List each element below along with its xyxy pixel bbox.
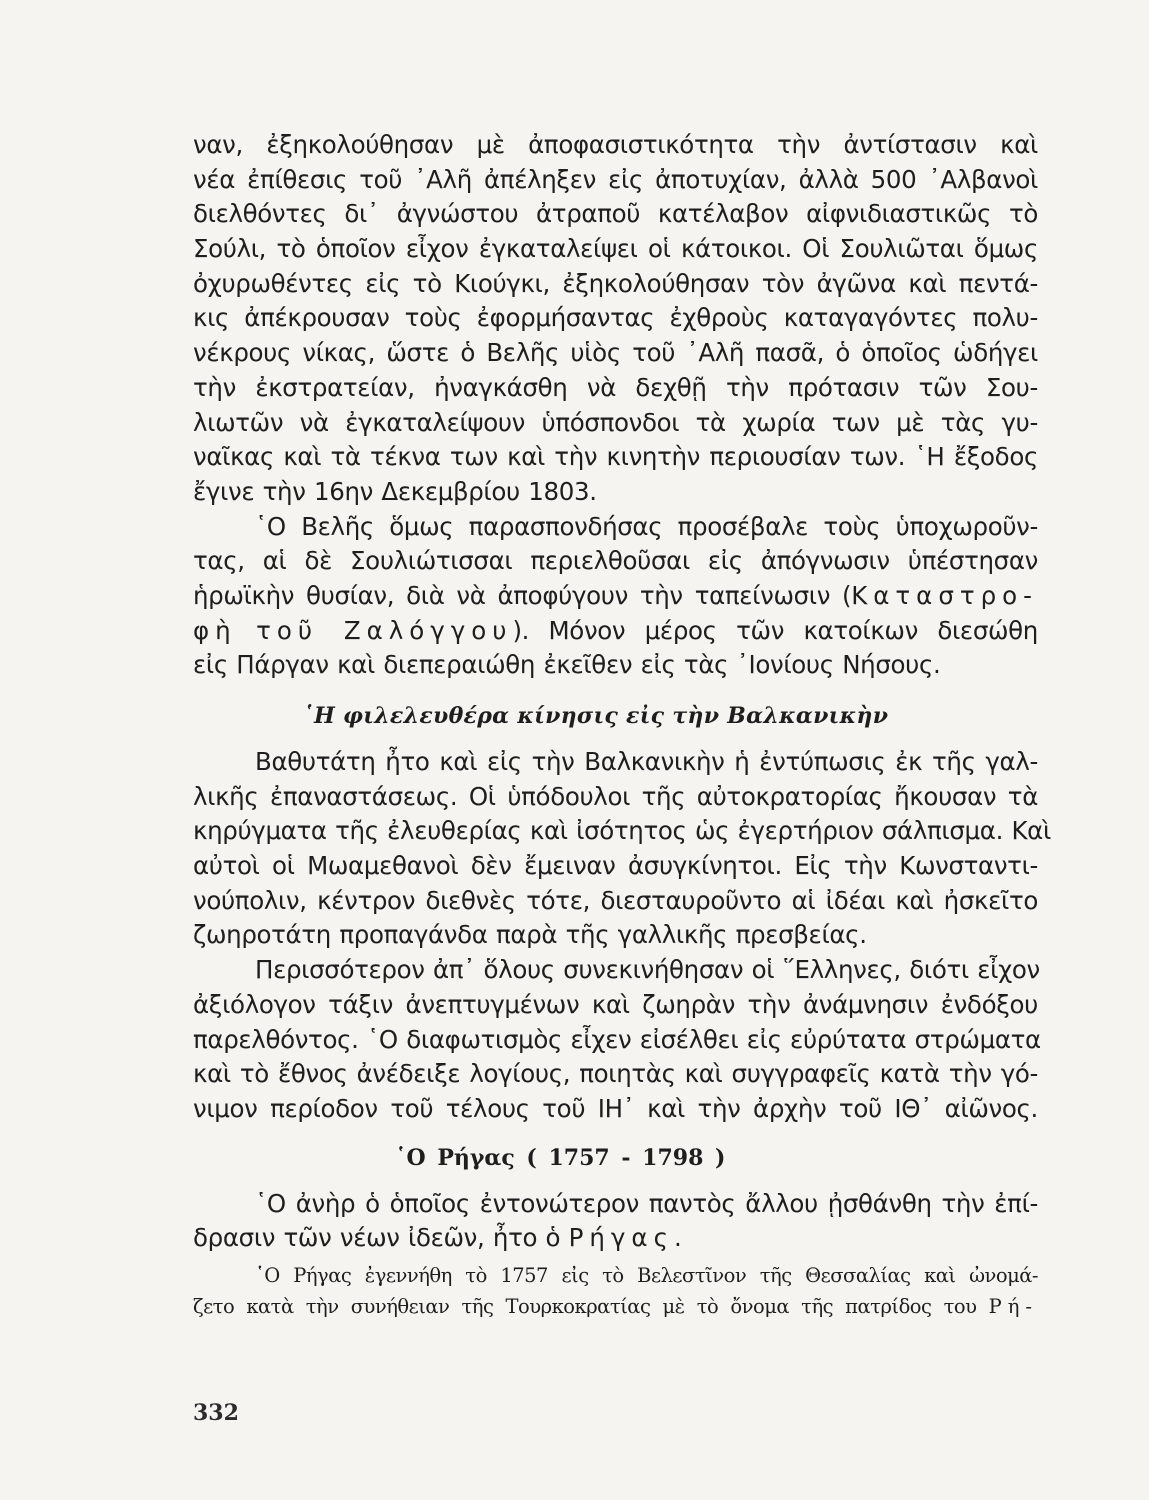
paragraph-balkan (193, 745, 1051, 1127)
text-line: ἔγινε τὴν 16ην Δεκεμβρίου 1803. (193, 476, 597, 506)
spaced-emphasis: Ρή- (988, 1294, 1038, 1318)
spaced-emphasis: Ρήγας. (568, 1223, 688, 1253)
text-line: Περισσότερον ἀπ᾿ ὅλους συνεκινήθησαν οἱ ῞Ελληνες, διότι εἶχον (255, 955, 1040, 985)
page-number: 332 (193, 1400, 239, 1426)
text-line: νέα ἐπίθεσις τοῦ ᾿Αλῆ ἀπέληξεν εἰς ἀποτυχίαν, ἀλλὰ 500 ᾿Αλβανοὶ (193, 164, 1038, 194)
text-line: κις ἀπέκρουσαν τοὺς ἐφορμήσαντας ἐχθροὺς καταγαγόντες πολυ- (193, 303, 1038, 333)
text-line: ζωηροτάτη προπαγάνδα παρὰ τῆς γαλλικῆς πρεσβείας. (193, 920, 867, 950)
text-line: νιμον περίοδον τοῦ τέλους τοῦ ΙΗ᾿ καὶ τὴν ἀρχὴν τοῦ ΙΘ᾿ αἰῶνος. (193, 1093, 1038, 1123)
text-line: τὴν ἐκστρατείαν, ἠναγκάσθη νὰ δεχθῇ τὴν πρότασιν τῶν Σου- (193, 372, 1038, 402)
text-fragment: φὴ (193, 615, 237, 645)
text-line: νέκρους νίκας, ὥστε ὁ Βελῆς υἱὸς τοῦ ᾿Αλῆ πασᾶ, ὁ ὁποῖος ὡδήγει (193, 338, 1038, 368)
text-fragment: ). Μόνον μέρος τῶν κατοίκων διεσώθη (512, 615, 1038, 645)
text-line: κηρύγματα τῆς ἐλευθερίας καὶ ἰσότητος ὡς ἐγερτήριον σάλπισμα. Καὶ (193, 816, 1051, 846)
text-line (193, 579, 1038, 614)
spaced-emphasis: Καταστρο- (851, 580, 1038, 610)
text-line: ῾Ο Βελῆς ὅμως παρασπονδήσας προσέβαλε τοὺς ὑποχωροῦν- (255, 511, 1038, 541)
text-line: παρελθόντος. ῾Ο διαφωτισμὸς εἶχεν εἰσέλθει εἰς εὐρύτατα στρώματα (193, 1024, 1041, 1054)
paragraph-souli (193, 128, 1038, 510)
text-line (193, 1221, 1038, 1256)
paragraph-rigas (193, 1187, 1038, 1256)
section-heading-rigas: ῾Ο Ρήγας ( 1757 - 1798 ) (395, 1144, 726, 1171)
text-line: αὐτοὶ οἱ Μωαμεθανοὶ δὲν ἔμειναν ἀσυγκίνητοι. Εἰς τὴν Κωνσταντι- (193, 851, 1038, 881)
footnote-line: ῾Ο Ρήγας ἐγεννήθη τὸ 1757 εἰς τὸ Βελεστῖνον τῆς Θεσσαλίας καὶ ὠνομά- (255, 1263, 1038, 1287)
text-fragment: δρασιν τῶν νέων ἰδεῶν, ἦτο ὁ (193, 1223, 569, 1253)
text-line: λιωτῶν νὰ ἐγκαταλείψουν ὑπόσπονδοι τὰ χωρία των μὲ τὰς γυ- (193, 407, 1038, 437)
text-line: λικῆς ἐπαναστάσεως. Οἱ ὑπόδουλοι τῆς αὐτοκρατορίας ἤκουσαν τὰ (193, 781, 1038, 811)
section-heading-balkan: ῾Η φιλελευθέρα κίνησις εἰς τὴν Βαλκανικὴν (302, 703, 889, 729)
text-line: Βαθυτάτη ἦτο καὶ εἰς τὴν Βαλκανικὴν ἡ ἐντύπωσις ἐκ τῆς γαλ- (255, 747, 1038, 776)
text-line: ῾Ο ἀνὴρ ὁ ὁποῖος ἐντονώτερον παντὸς ἄλλου ᾐσθάνθη τὴν ἐπί- (255, 1188, 1038, 1218)
text-line: ὀχυρωθέντες εἰς τὸ Κιούγκι, ἐξηκολούθησαν τὸν ἀγῶνα καὶ πεντά- (193, 268, 1038, 298)
spaced-emphasis: τοῦ Ζαλόγγου (256, 615, 513, 645)
footnote (193, 1260, 1038, 1322)
page-body (193, 128, 1051, 1322)
text-line: εἰς Πάργαν καὶ διεπεραιώθη ἐκεῖθεν εἰς τὰς ᾿Ιονίους Νήσους. (193, 650, 941, 680)
paragraph-zalongo (193, 510, 1038, 683)
text-fragment: ἡρωϊκὴν θυσίαν, διὰ νὰ ἀποφύγουν τὴν ταπείνωσιν ( (193, 580, 852, 610)
footnote-line (193, 1291, 1038, 1322)
text-line: ναῖκας καὶ τὰ τέκνα των καὶ τὴν κινητὴν περιουσίαν των. ῾Η ἔξοδος (193, 442, 1038, 472)
text-line: ἀξιόλογον τάξιν ἀνεπτυγμένων καὶ ζωηρὰν τὴν ἀνάμνησιν ἐνδόξου (193, 989, 1038, 1019)
text-line: ναν, ἐξηκολούθησαν μὲ ἀποφασιστικότητα τὴν ἀντίστασιν καὶ (193, 130, 1038, 159)
text-line: καὶ τὸ ἔθνος ἀνέδειξε λογίους, ποιητὰς καὶ συγγραφεῖς κατὰ τὴν γό- (193, 1059, 1038, 1089)
text-line (193, 614, 1038, 649)
text-line: διελθόντες δι᾿ ἀγνώστου ἀτραποῦ κατέλαβον αἰφνιδιαστικῶς τὸ (193, 199, 1038, 229)
text-line: Σούλι, τὸ ὁποῖον εἶχον ἐγκαταλείψει οἱ κάτοικοι. Οἱ Σουλιῶται ὅμως (193, 234, 1038, 264)
text-line: τας, αἱ δὲ Σουλιώτισσαι περιελθοῦσαι εἰς ἀπόγνωσιν ὑπέστησαν (193, 546, 1038, 576)
text-line: νούπολιν, κέντρον διεθνὲς τότε, διεσταυροῦντο αἱ ἰδέαι καὶ ἠσκεῖτο (193, 885, 1038, 915)
text-fragment: ζετο κατὰ τὴν συνήθειαν τῆς Τουρκοκρατίας μὲ τὸ ὄνομα τῆς πατρίδος του (193, 1294, 977, 1318)
